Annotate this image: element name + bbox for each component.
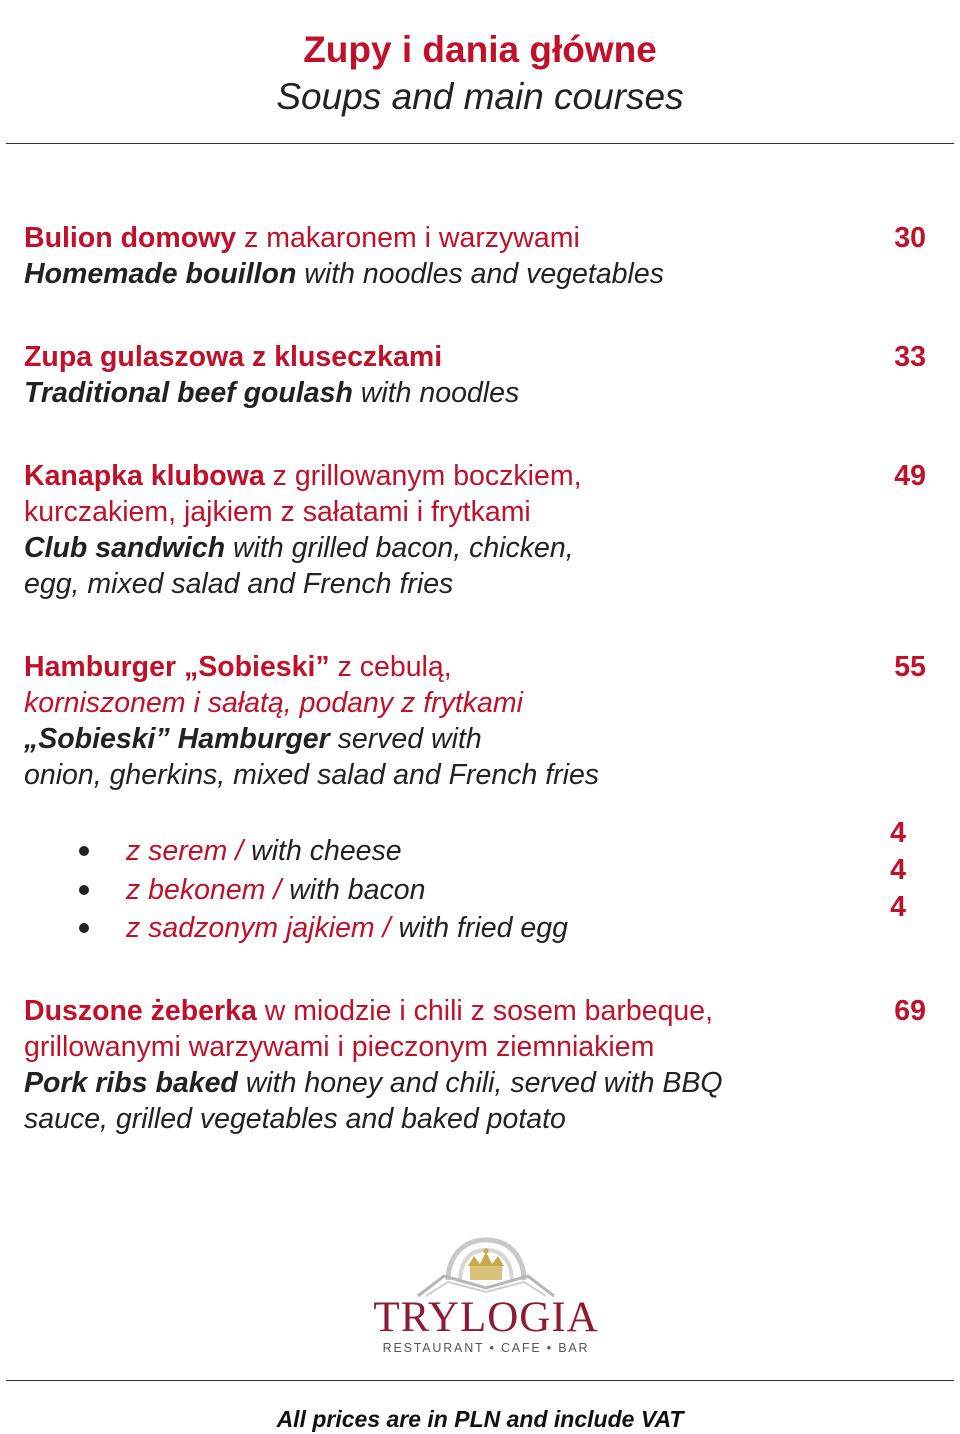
- addon-label-en: with cheese: [251, 835, 402, 867]
- dish-name: Duszone żeberka: [24, 995, 257, 1027]
- price-goulash: 33: [894, 341, 926, 373]
- menu-item-line: [24, 339, 519, 375]
- bullet-icon: [79, 846, 89, 856]
- menu-item-hamburger: [24, 649, 599, 793]
- menu-item-line: [24, 757, 599, 793]
- dish-description: with noodles and vegetables: [296, 258, 664, 290]
- price-hamburger: 55: [894, 651, 926, 683]
- dish-name: Pork ribs baked: [24, 1067, 238, 1099]
- dish-description: onion, gherkins, mixed salad and French fries: [24, 759, 600, 791]
- menu-item-line: [24, 220, 664, 256]
- dish-description: kurczakiem, jajkiem z sałatami i frytkami: [24, 496, 531, 528]
- addon-label-pl: z bekonem: [126, 873, 266, 906]
- dish-description: w miodzie i chili z sosem barbeque,: [256, 995, 714, 1027]
- menu-item-pork-ribs: [24, 993, 723, 1137]
- page-subtitle: Soups and main courses: [276, 76, 684, 117]
- bullet-icon: [79, 923, 89, 933]
- menu-item-line: [24, 256, 664, 292]
- dish-description: sauce, grilled vegetables and baked potato: [24, 1103, 566, 1135]
- logo-subtitle: RESTAURANT • CAFE • BAR: [382, 1341, 590, 1355]
- dish-name: Club sandwich: [24, 532, 226, 564]
- addon-prices: [878, 815, 918, 926]
- dish-name: Bulion domowy: [24, 222, 237, 254]
- dish-description: egg, mixed salad and French fries: [24, 568, 454, 600]
- dish-description: grillowanymi warzywami i pieczonym ziemniakiem: [24, 1031, 655, 1063]
- menu-item-line: [24, 1101, 723, 1137]
- bullet-icon: [79, 885, 89, 895]
- addon-price-egg: 4: [890, 891, 906, 923]
- addon-list: [74, 832, 568, 948]
- dish-name: Traditional beef goulash: [24, 377, 353, 409]
- dish-description: with grilled bacon, chicken,: [225, 532, 574, 564]
- crown-book-icon: [364, 1236, 608, 1298]
- menu-item-line: [24, 375, 519, 411]
- menu-item-line: [24, 993, 723, 1029]
- menu-item-line: [24, 721, 599, 757]
- menu-item-line: [24, 566, 582, 602]
- menu-item-goulash: [24, 339, 519, 411]
- price-pork-ribs: 69: [894, 995, 926, 1027]
- addon-label-pl: z sadzonym jajkiem: [126, 912, 375, 944]
- addon-item-bacon: [74, 871, 568, 910]
- dish-name: Kanapka klubowa: [24, 460, 265, 492]
- dish-name: Homemade bouillon: [24, 258, 297, 290]
- addon-label-en: with bacon: [289, 873, 426, 906]
- addon-separator: /: [265, 873, 290, 906]
- price-note: All prices are in PLN and include VAT: [276, 1406, 684, 1432]
- price-bouillon: 30: [894, 222, 926, 254]
- logo-wordmark: TRYLOGIA: [373, 1294, 599, 1341]
- addon-label-pl: z serem: [126, 835, 228, 867]
- footer-divider: [6, 1380, 954, 1381]
- addon-separator: /: [227, 835, 252, 867]
- dish-description: served with: [329, 723, 482, 755]
- dish-description: with noodles: [352, 377, 520, 409]
- menu-item-bouillon: [24, 220, 664, 292]
- addon-item-egg: [74, 909, 568, 948]
- addon-price-cheese: 4: [890, 817, 906, 849]
- dish-description: with honey and chili, served with BBQ: [237, 1067, 723, 1099]
- menu-item-line: [24, 1029, 723, 1065]
- addon-label-en: with fried egg: [398, 912, 568, 944]
- dish-description: z cebulą,: [329, 651, 452, 683]
- menu-item-club-sandwich: [24, 458, 582, 602]
- dish-name: Zupa gulaszowa z kluseczkami: [24, 341, 443, 373]
- menu-item-line: [24, 530, 582, 566]
- addon-item-cheese: [74, 832, 568, 871]
- menu-item-line: [24, 685, 599, 721]
- page-title: Zupy i dania główne: [303, 29, 657, 70]
- dish-name: „Sobieski” Hamburger: [24, 723, 330, 755]
- dish-description: z makaronem i warzywami: [236, 222, 580, 254]
- addon-separator: /: [374, 912, 399, 944]
- menu-item-line: [24, 494, 582, 530]
- menu-item-line: [24, 1065, 723, 1101]
- dish-description: z grillowanym boczkiem,: [264, 460, 582, 492]
- dish-description: korniszonem i sałatą, podany z frytkami: [24, 687, 523, 719]
- menu-item-line: [24, 458, 582, 494]
- header-divider: [6, 143, 954, 144]
- addon-price-bacon: 4: [890, 854, 906, 886]
- dish-name: Hamburger „Sobieski”: [24, 651, 330, 683]
- restaurant-logo: [364, 1236, 608, 1360]
- menu-item-line: [24, 649, 599, 685]
- price-club-sandwich: 49: [894, 460, 926, 492]
